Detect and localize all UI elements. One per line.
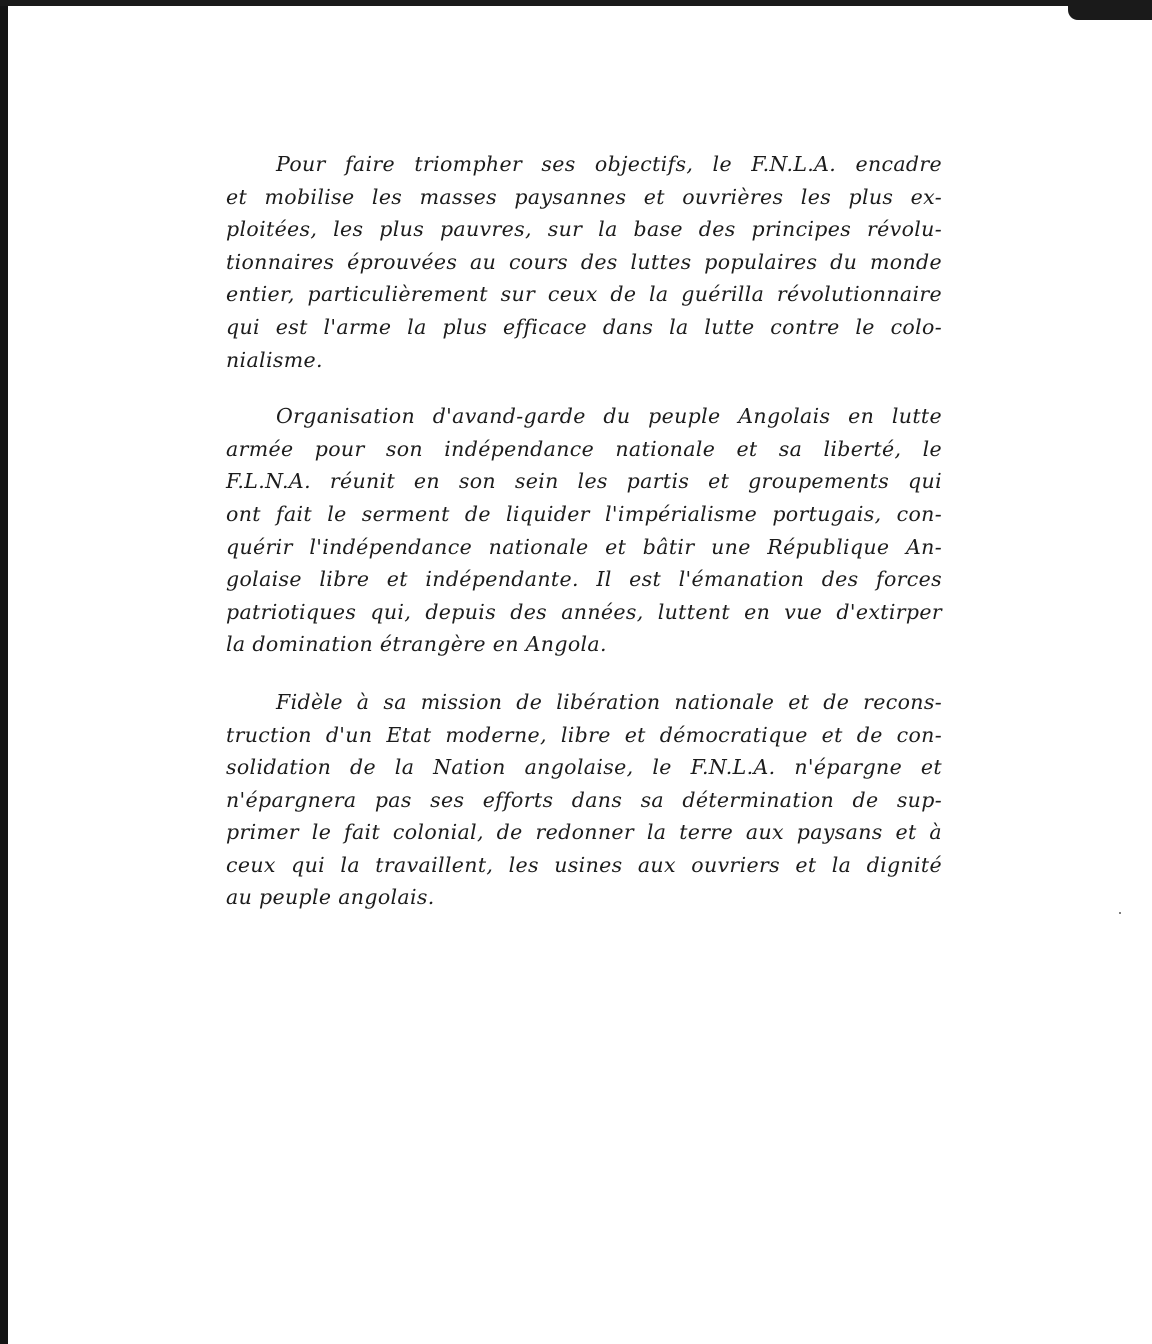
text-line: golaise libre et indépendante. Il est l'émanation des forces (226, 567, 942, 592)
text-line: Organisation d'avand-garde du peuple Angolais en lutte (276, 404, 942, 429)
paragraph-objectives (226, 148, 942, 376)
text-line: quérir l'indépendance nationale et bâtir une République An- (226, 534, 942, 559)
text-line: ceux qui la travaillent, les usines aux ouvriers et la dignité (226, 852, 942, 877)
text-line: F.L.N.A. réunit en son sein les partis et groupements qui (226, 469, 942, 494)
paragraph-mission (226, 686, 942, 914)
text-line: Fidèle à sa mission de libération nationale et de recons- (276, 689, 942, 714)
text-line: primer le fait colonial, de redonner la terre aux paysans et à (226, 820, 942, 845)
text-line: la domination étrangère en Angola. (226, 632, 607, 657)
text-line: solidation de la Nation angolaise, le F.N.L.A. n'épargne et (226, 755, 942, 780)
text-line: qui est l'arme la plus efficace dans la lutte contre le colo- (226, 314, 942, 339)
text-line: n'épargnera pas ses efforts dans sa détermination de sup- (226, 787, 942, 812)
text-line: et mobilise les masses paysannes et ouvrières les plus ex- (226, 184, 942, 209)
text-line: au peuple angolais. (226, 885, 435, 910)
scan-top-border (0, 0, 1152, 6)
text-line: nialisme. (226, 347, 323, 372)
text-line: ont fait le serment de liquider l'impérialisme portugais, con- (226, 501, 942, 526)
scan-left-border (0, 0, 8, 1344)
text-line: patriotiques qui, depuis des années, luttent en vue d'extirper (226, 599, 942, 624)
text-line: armée pour son indépendance nationale et sa liberté, le (226, 436, 942, 461)
text-line: Pour faire triompher ses objectifs, le F.N.L.A. encadre (276, 152, 942, 176)
paragraph-organisation (226, 400, 942, 661)
text-line: entier, particulièrement sur ceux de la guérilla révolutionnaire (226, 282, 942, 307)
text-line: truction d'un Etat moderne, libre et démocratique et de con- (226, 722, 942, 747)
text-line: ploitées, les plus pauvres, sur la base des principes révolu- (226, 217, 942, 242)
body-text (226, 148, 942, 914)
text-line: tionnaires éprouvées au cours des luttes populaires du monde (226, 249, 942, 274)
scan-speck (1119, 912, 1121, 914)
scan-corner-mark (1068, 0, 1152, 20)
